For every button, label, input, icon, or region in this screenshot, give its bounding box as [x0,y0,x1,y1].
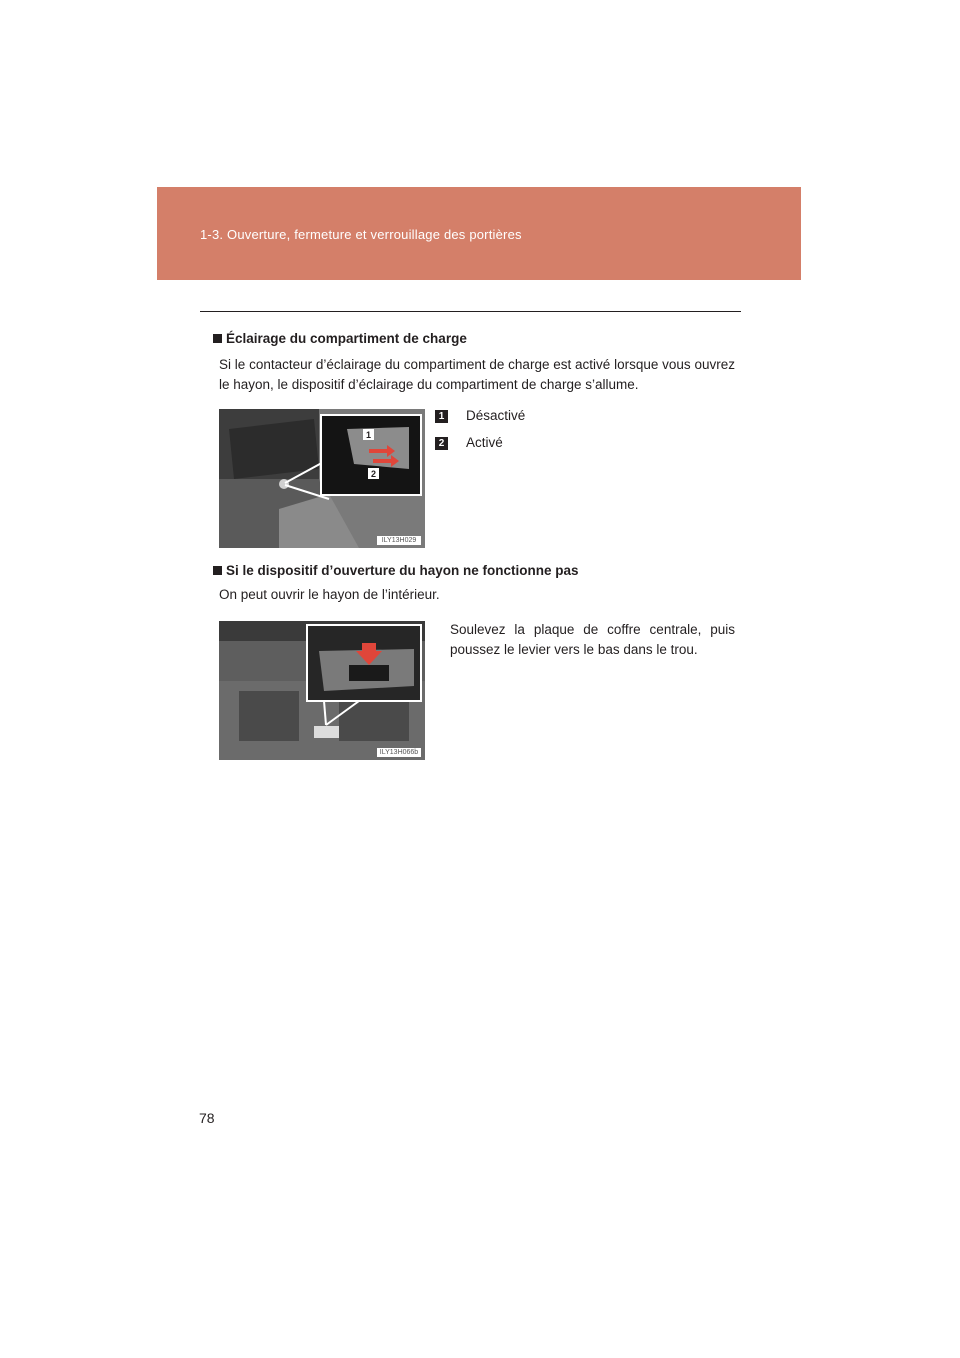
section2-heading [213,563,579,578]
callout-label-deactivated: Désactivé [466,408,526,423]
tailgate-release-illustration [219,621,425,760]
callout-label-activated: Activé [466,435,503,450]
square-bullet-icon [213,334,222,343]
figure-code: ILY13H066b [377,748,421,757]
tailgate-release-caption: Soulevez la plaque de coffre centrale, puis poussez le levier vers le bas dans le trou. [450,622,735,657]
section1-body: Si le contacteur d’éclairage du compartiment de charge est activé lorsque vous ouvrez le hayon, le dispositif d’éclairage du compartiment de charge s’allume. [219,357,735,392]
callout-number-1: 1 [435,410,448,423]
figure-code: ILY13H029 [377,536,421,545]
section1-heading-text: Éclairage du compartiment de charge [226,331,467,346]
svg-text:2: 2 [370,469,377,479]
square-bullet-icon [213,566,222,575]
callout-number-2: 2 [435,437,448,450]
cargo-light-switch-illustration [219,409,425,548]
header-title: 1-3. Ouverture, fermeture et verrouillage des portières [200,227,522,242]
page-number: 78 [199,1110,215,1126]
tailgate-release-figure [219,621,425,760]
section2-body: On peut ouvrir le hayon de l’intérieur. [219,587,440,602]
section-divider [200,311,741,312]
section2-heading-text: Si le dispositif d’ouverture du hayon ne fonctionne pas [226,563,579,578]
svg-text:1: 1 [365,430,372,440]
section1-heading [213,331,467,346]
cargo-light-switch-figure [219,409,425,548]
